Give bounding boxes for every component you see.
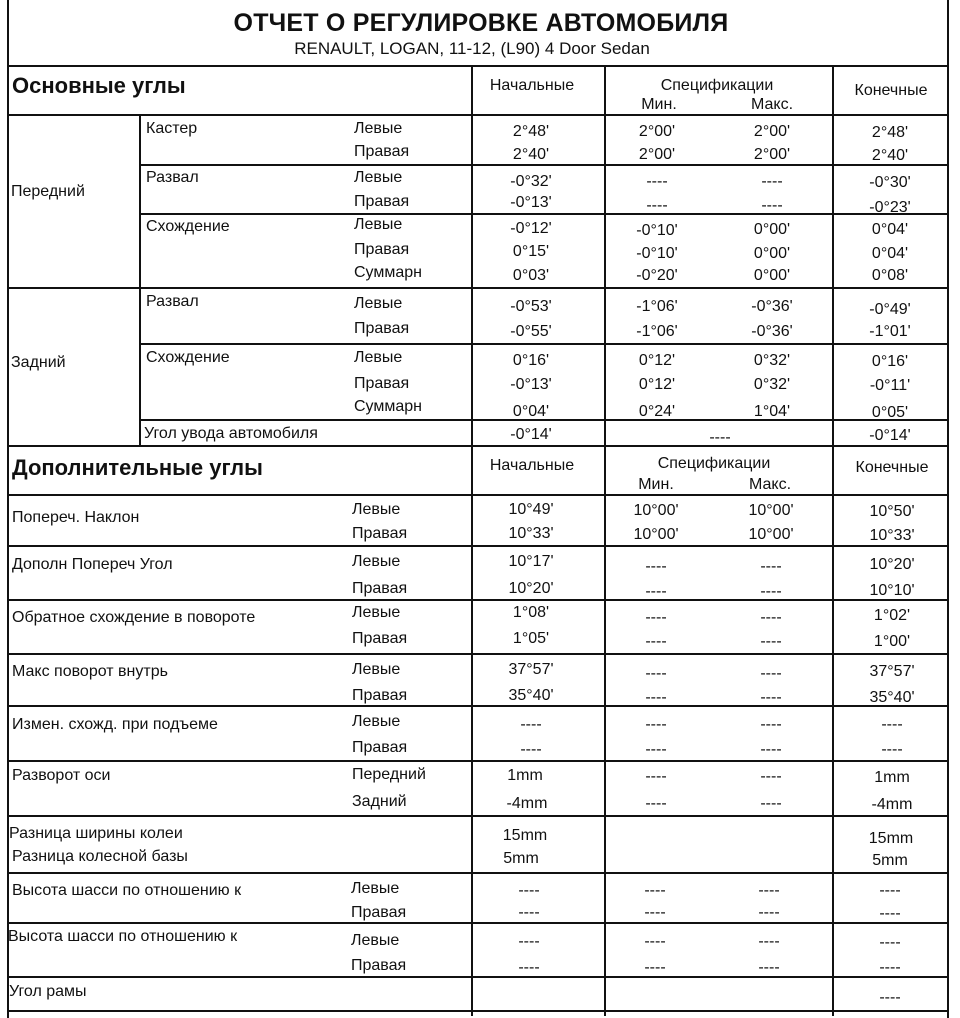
- value-max: ----: [758, 904, 780, 921]
- side-label: Левые: [352, 661, 401, 678]
- value-final: -4mm: [871, 796, 913, 813]
- thrust-angle-label: Угол увода автомобиля: [144, 425, 318, 442]
- value-final: 1°02': [873, 607, 911, 624]
- value-max: 2°00': [753, 146, 791, 163]
- value-final: 37°57': [869, 663, 915, 680]
- side-label: Суммарн: [354, 264, 423, 281]
- value-initial: 2°40': [512, 146, 550, 163]
- value-initial: -0°55': [510, 323, 552, 340]
- value-min: -0°20': [636, 267, 678, 284]
- row-divider: [7, 653, 949, 655]
- row-divider: [7, 545, 949, 547]
- col-header-initial: Начальные: [489, 77, 575, 94]
- value-max: 0°00': [753, 245, 791, 262]
- extra-row-label: Дополн Попереч Угол: [12, 556, 173, 573]
- value-initial: 0°04': [512, 403, 550, 420]
- value-max: ----: [761, 173, 783, 190]
- extra-row-label: Обратное схождение в повороте: [12, 609, 256, 626]
- value-min: 0°12': [638, 352, 676, 369]
- side-label: Левые: [352, 553, 401, 570]
- value-min: ----: [645, 795, 667, 812]
- side-label: Левые: [351, 932, 400, 949]
- value-initial: 10°20': [508, 580, 554, 597]
- row-divider: [7, 705, 949, 707]
- side-label: Левые: [354, 349, 403, 366]
- value-initial: -0°13': [510, 194, 552, 211]
- frame-bottom-border: [7, 1010, 949, 1012]
- value-max: ----: [761, 197, 783, 214]
- side-label: Правая: [352, 525, 408, 542]
- value-spec: ----: [709, 429, 731, 446]
- wheelbase-label: Разница колесной базы: [12, 848, 188, 865]
- value-final: -0°11': [869, 377, 911, 394]
- value-final: 0°08': [871, 267, 909, 284]
- extra-header-divider: [7, 494, 949, 496]
- ride-height-label: Высота шасси по отношению к: [8, 928, 238, 945]
- row-divider: [140, 213, 949, 215]
- value-final: ----: [881, 741, 903, 758]
- value-min: ----: [645, 689, 667, 706]
- value-final: ----: [879, 989, 901, 1006]
- item-label-camber: Развал: [146, 293, 199, 310]
- row-divider: [7, 815, 949, 817]
- title-divider: [7, 65, 949, 67]
- side-label: Правая: [352, 687, 408, 704]
- value-min: 10°00': [633, 502, 679, 519]
- value-initial: 1mm: [507, 767, 543, 784]
- value-initial: 0°15': [512, 243, 550, 260]
- value-max: ----: [758, 959, 780, 976]
- value-final: -0°14': [869, 427, 911, 444]
- extra-row-label: Разворот оси: [12, 767, 111, 784]
- col-header-final: Конечные: [854, 82, 928, 99]
- value-final: 10°33': [869, 527, 915, 544]
- value-final: -0°23': [869, 199, 911, 216]
- value-min: -1°06': [636, 323, 678, 340]
- side-label: Левые: [352, 604, 401, 621]
- side-label: Правая: [354, 320, 410, 337]
- value-initial: 35°40': [508, 687, 554, 704]
- item-label-camber: Развал: [146, 169, 199, 186]
- side-label: Правая: [354, 375, 410, 392]
- row-divider: [7, 872, 949, 874]
- value-max: 10°00': [748, 526, 794, 543]
- col-header-min: Мин.: [641, 96, 677, 113]
- value-max: ----: [760, 633, 782, 650]
- value-initial: -0°12': [510, 220, 552, 237]
- value-final: 0°04': [871, 245, 909, 262]
- value-min: 10°00': [633, 526, 679, 543]
- row-divider: [7, 922, 949, 924]
- frame-angle-label: Угол рамы: [9, 983, 87, 1000]
- value-max: 0°32': [753, 376, 791, 393]
- value-initial: -0°13': [510, 376, 552, 393]
- value-final: 0°16': [871, 353, 909, 370]
- value-max: ----: [760, 558, 782, 575]
- col-header-max: Макс.: [748, 476, 792, 493]
- value-initial: 10°33': [508, 525, 554, 542]
- value-min: -0°10': [636, 245, 678, 262]
- row-divider: [7, 760, 949, 762]
- value-min: ----: [645, 609, 667, 626]
- value-min: 2°00': [638, 146, 676, 163]
- extra-row-label: Попереч. Наклон: [12, 509, 140, 526]
- value-max: 1°04': [753, 403, 791, 420]
- value-max: ----: [760, 741, 782, 758]
- side-label: Правая: [354, 241, 410, 258]
- side-label: Левые: [354, 216, 403, 233]
- row-divider: [7, 976, 949, 978]
- col-header-final: Конечные: [855, 459, 929, 476]
- frame-left-border: [7, 0, 9, 1018]
- value-min: -1°06': [636, 298, 678, 315]
- extra-section-heading: Дополнительные углы: [12, 455, 263, 480]
- value-initial: ----: [520, 741, 542, 758]
- value-min: ----: [645, 768, 667, 785]
- value-initial: 0°16': [512, 352, 550, 369]
- value-initial: 37°57': [508, 661, 554, 678]
- main-section-heading: Основные углы: [12, 73, 186, 98]
- side-label: Левые: [351, 880, 400, 897]
- value-initial: -0°14': [510, 426, 552, 443]
- value-max: 2°00': [753, 123, 791, 140]
- value-min: ----: [645, 583, 667, 600]
- value-min: 0°24': [638, 403, 676, 420]
- group-label-rear: Задний: [11, 354, 66, 371]
- side-label: Левые: [354, 169, 403, 186]
- value-initial: 0°03': [512, 267, 550, 284]
- value-max: -0°36': [751, 323, 793, 340]
- side-label: Левые: [354, 295, 403, 312]
- value-min: ----: [644, 933, 666, 950]
- value-initial: ----: [518, 882, 540, 899]
- side-label: Правая: [352, 630, 408, 647]
- value-initial: -0°32': [510, 173, 552, 190]
- value-initial: 1°05': [512, 630, 550, 647]
- group-label-front: Передний: [11, 183, 85, 200]
- value-min: ----: [645, 633, 667, 650]
- value-min: 0°12': [638, 376, 676, 393]
- value-min: ----: [644, 904, 666, 921]
- value-final: -1°01': [869, 323, 911, 340]
- value-max: ----: [760, 583, 782, 600]
- value-min: ----: [645, 741, 667, 758]
- col-header-initial: Начальные: [489, 457, 575, 474]
- value-final: 10°50': [869, 503, 915, 520]
- value-initial: ----: [518, 933, 540, 950]
- value-final: 10°20': [869, 556, 915, 573]
- item-label-caster: Кастер: [146, 120, 198, 137]
- value-final: 1°00': [873, 633, 911, 650]
- value-min: ----: [644, 882, 666, 899]
- value-max: ----: [760, 689, 782, 706]
- value-max: ----: [760, 716, 782, 733]
- value-initial: 1°08': [512, 604, 550, 621]
- side-label: Правая: [352, 580, 408, 597]
- value-initial: -0°53': [510, 298, 552, 315]
- side-label: Правая: [354, 193, 410, 210]
- value-max: ----: [760, 795, 782, 812]
- value-final: 1mm: [874, 769, 910, 786]
- side-label: Передний: [352, 766, 426, 783]
- value-final: ----: [879, 905, 901, 922]
- side-label: Правая: [354, 143, 410, 160]
- value-final: ----: [881, 716, 903, 733]
- value-min: ----: [645, 665, 667, 682]
- col-header-max: Макс.: [750, 96, 794, 113]
- value-min: ----: [646, 173, 668, 190]
- value-max: 0°00': [753, 221, 791, 238]
- value-final: 35°40': [869, 689, 915, 706]
- value-initial: 10°49': [508, 501, 554, 518]
- side-label: Правая: [351, 957, 407, 974]
- col-header-spec: Спецификации: [657, 455, 771, 472]
- value-max: -0°36': [751, 298, 793, 315]
- value-max: ----: [760, 768, 782, 785]
- value-min: -0°10': [636, 222, 678, 239]
- value-initial: 2°48': [512, 123, 550, 140]
- value-final: ----: [879, 959, 901, 976]
- item-label-toe: Схождение: [146, 218, 230, 235]
- value-final: 0°04': [871, 221, 909, 238]
- extra-row-label: Макс поворот внутрь: [12, 663, 168, 680]
- value-initial: 15mm: [502, 827, 548, 844]
- value-initial: 5mm: [503, 850, 539, 867]
- side-label: Левые: [354, 120, 403, 137]
- value-final: -0°49': [869, 301, 911, 318]
- side-label: Задний: [352, 793, 407, 810]
- value-min: 2°00': [638, 123, 676, 140]
- value-max: ----: [758, 882, 780, 899]
- value-final: 10°10': [869, 582, 915, 599]
- value-final: ----: [879, 934, 901, 951]
- value-max: ----: [760, 665, 782, 682]
- value-final: 0°05': [871, 404, 909, 421]
- side-label: Правая: [351, 904, 407, 921]
- extra-section-divider: [7, 445, 949, 447]
- value-min: ----: [645, 558, 667, 575]
- side-label: Левые: [352, 713, 401, 730]
- item-label-toe: Схождение: [146, 349, 230, 366]
- value-min: ----: [644, 959, 666, 976]
- value-min: ----: [645, 716, 667, 733]
- value-max: 10°00': [748, 502, 794, 519]
- value-initial: ----: [518, 959, 540, 976]
- group-divider: [7, 287, 949, 289]
- value-min: ----: [646, 197, 668, 214]
- value-final: 2°48': [871, 124, 909, 141]
- value-max: 0°00': [753, 267, 791, 284]
- extra-row-label: Измен. схожд. при подъеме: [12, 716, 218, 733]
- vehicle-subtitle: RENAULT, LOGAN, 11-12, (L90) 4 Door Sedan: [294, 39, 650, 58]
- row-divider: [140, 164, 949, 166]
- value-initial: ----: [518, 904, 540, 921]
- value-final: 15mm: [868, 830, 914, 847]
- side-label: Суммарн: [354, 398, 423, 415]
- value-final: 2°40': [871, 147, 909, 164]
- value-final: ----: [879, 882, 901, 899]
- col-header-spec: Спецификации: [660, 77, 774, 94]
- side-label: Левые: [352, 501, 401, 518]
- value-max: 0°32': [753, 352, 791, 369]
- value-max: ----: [758, 933, 780, 950]
- side-label: Правая: [352, 739, 408, 756]
- value-initial: -4mm: [506, 795, 548, 812]
- col-header-min: Мин.: [638, 476, 674, 493]
- frame-right-border: [947, 0, 949, 1018]
- value-final: 5mm: [872, 852, 908, 869]
- track-width-label: Разница ширины колеи: [9, 825, 183, 842]
- value-initial: ----: [520, 716, 542, 733]
- value-initial: 10°17': [508, 553, 554, 570]
- ride-height-label: Высота шасси по отношению к: [12, 882, 242, 899]
- report-title: ОТЧЕТ О РЕГУЛИРОВКЕ АВТОМОБИЛЯ: [233, 9, 729, 37]
- value-max: ----: [760, 609, 782, 626]
- value-final: -0°30': [869, 174, 911, 191]
- row-divider: [7, 599, 949, 601]
- main-header-divider: [7, 114, 949, 116]
- row-divider: [140, 343, 949, 345]
